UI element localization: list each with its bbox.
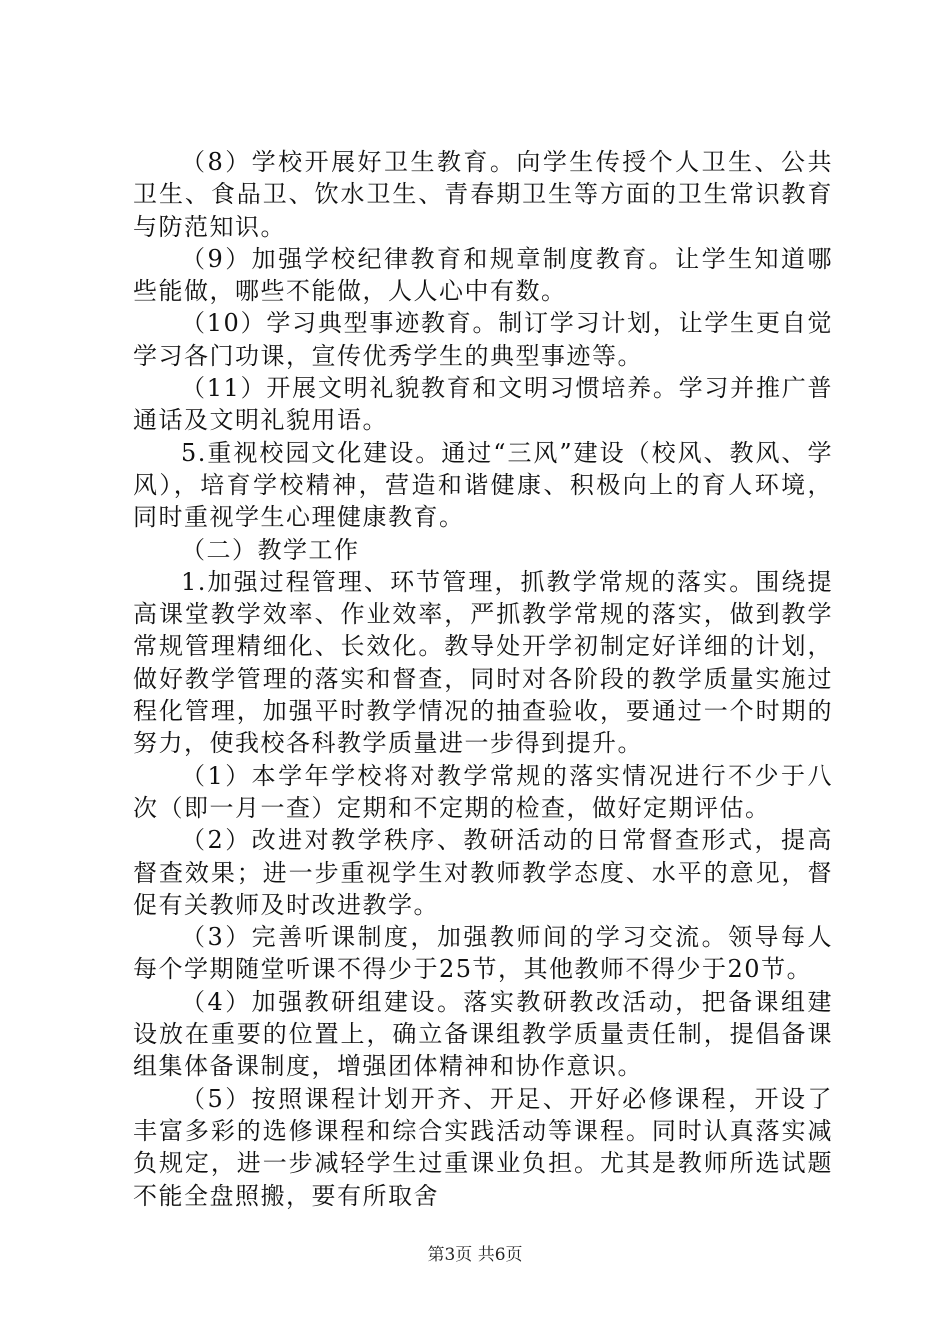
document-body: [133, 146, 833, 1212]
paragraph-teaching-item-1: （1）本学年学校将对教学常规的落实情况进行不少于八次（即一月一查）定期和不定期的检查，做好定期评估。: [133, 761, 833, 822]
paragraph-section-5: 5.重视校园文化建设。通过“三风”建设（校风、教风、学风），培育学校精神，营造和谐健康、积极向上的育人环境，同时重视学生心理健康教育。: [133, 438, 833, 532]
paragraph-teaching-item-3: （3）完善听课制度，加强教师间的学习交流。领导每人每个学期随堂听课不得少于25节，其他教师不得少于20节。: [133, 923, 833, 984]
paragraph-teaching-1: 1.加强过程管理、环节管理，抓教学常规的落实。围绕提高课堂教学效率、作业效率，严抓教学常规的落实，做到教学常规管理精细化、长效化。教导处开学初制定好详细的计划，做好教学管理的落实和督查，同时对各阶段的教学质量实施过程化管理，加强平时教学情况的抽查验收，要通过一个时期的努力，使我校各科教学质量进一步得到提升。: [133, 567, 833, 758]
section-heading-teaching: （二）教学工作: [181, 535, 360, 564]
paragraph-item-8: （8）学校开展好卫生教育。向学生传授个人卫生、公共卫生、食品卫、饮水卫生、青春期卫生等方面的卫生常识教育与防范知识。: [133, 148, 833, 241]
paragraph-teaching-item-5: （5）按照课程计划开齐、开足、开好必修课程，开设了丰富多彩的选修课程和综合实践活动等课程。同时认真落实减负规定，进一步减轻学生过重课业负担。尤其是教师所选试题不能全盘照搬，要有所取舍: [133, 1084, 833, 1210]
paragraph-item-10: （10）学习典型事迹教育。制订学习计划，让学生更自觉学习各门功课，宣传优秀学生的典型事迹等。: [133, 309, 833, 370]
paragraph-teaching-item-2: （2）改进对教学秩序、教研活动的日常督查形式，提高督查效果；进一步重视学生对教师教学态度、水平的意见，督促有关教师及时改进教学。: [133, 826, 833, 919]
page-number-footer: 第3页 共6页: [427, 1245, 523, 1265]
paragraph-item-9: （9）加强学校纪律教育和规章制度教育。让学生知道哪些能做，哪些不能做，人人心中有数。: [133, 244, 833, 306]
paragraph-teaching-item-4: （4）加强教研组建设。落实教研教改活动，把备课组建设放在重要的位置上，确立备课组教学质量责任制，提倡备课组集体备课制度，增强团体精神和协作意识。: [133, 987, 833, 1081]
paragraph-item-11: （11）开展文明礼貌教育和文明习惯培养。学习并推广普通话及文明礼貌用语。: [133, 374, 833, 435]
